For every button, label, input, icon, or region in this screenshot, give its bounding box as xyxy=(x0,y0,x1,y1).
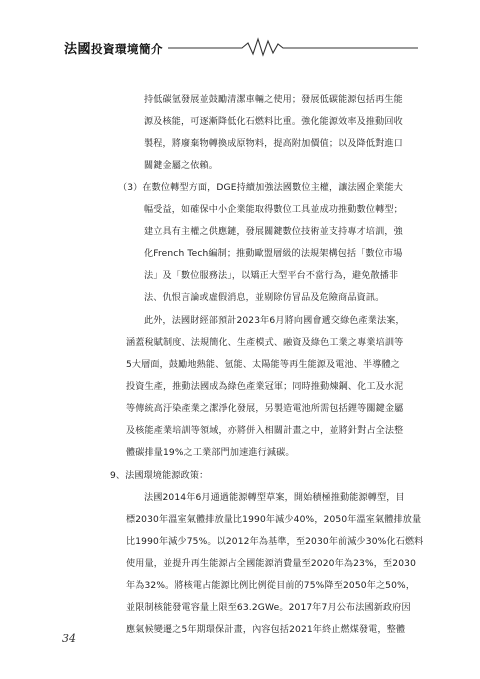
text-line: 使用量，並提升再生能源占全國能源消費量至2020年為23%，至2030 xyxy=(126,559,416,569)
text-line: 法、仇恨言論或虛假消息，並剔除仿冒品及危險商品資訊。 xyxy=(144,293,385,303)
text-line: 關鍵金屬之依賴。 xyxy=(144,161,218,171)
text-line: 持低碳氫發展並鼓勵清潔車輛之使用；發展低碳能源包括再生能 xyxy=(144,95,403,105)
header-pulse-line-icon xyxy=(64,34,418,60)
text-line: 應氣候變遷之5年期環保計畫，內容包括2021年終止燃煤發電，整體 xyxy=(126,625,406,635)
text-line: 5大層面，鼓勵地熱能、氫能、太陽能等再生能源及電池、半導體之 xyxy=(126,360,401,370)
text-line: 標2030年溫室氣體排放量比1990年減少40%，2050年溫室氣體排放量 xyxy=(126,515,422,525)
text-line: 法國2014年6月通過能源轉型草案，開始積極推動能源轉型，目 xyxy=(144,493,405,503)
text-line: （3）在數位轉型方面，DGE持續加強法國數位主權，讓法國企業能大 xyxy=(118,183,404,193)
text-line: 此外，法國財經部預計2023年6月將向國會遞交綠色產業法案， xyxy=(144,316,405,326)
header-title-main: 法國 xyxy=(64,42,92,57)
text-line: 年為32%。將核電占能源比例比例從目前的75%降至2050年之50%， xyxy=(126,581,416,591)
text-line: 化French Tech編制；推動歐盟層級的法規架構包括「數位市場 xyxy=(144,249,403,259)
text-line: 建立具有主權之供應鏈，發展關鍵數位技術並支持專才培訓，強 xyxy=(144,227,403,237)
text-line: 幅受益，如確保中小企業能取得數位工具並成功推動數位轉型； xyxy=(144,205,403,215)
text-line: 製程，將廢棄物轉換成原物料，提高附加價值；以及降低對進口 xyxy=(144,139,403,149)
text-line: 體碳排量19%之工業部門加速進行減碳。 xyxy=(126,448,295,458)
running-header xyxy=(64,34,418,60)
page-number: 34 xyxy=(62,632,76,645)
text-line: 法」及「數位服務法」，以矯正大型平台不當行為，避免散播非 xyxy=(144,271,399,281)
text-line: 並限制核能發電容量上限至63.2GWe。2017年7月公布法國新政府因 xyxy=(126,603,411,613)
text-line: 涵蓋稅賦制度、法規簡化、生產模式、融資及綠色工業之專業培訓等 xyxy=(126,338,404,348)
section-heading: 9、法國環境能源政策： xyxy=(110,471,209,481)
text-line: 及核能產業培訓等領域，亦將併入相關計畫之中，並將針對占全法整 xyxy=(126,426,404,436)
header-title-sub: 投資環境簡介 xyxy=(91,42,164,56)
text-line: 投資生產，推動法國成為綠色產業冠軍；同時推動煉鋼、化工及水泥 xyxy=(126,382,404,392)
text-line: 源及核能，可逐漸降低化石燃料比重。強化能源效率及推動回收 xyxy=(144,117,403,127)
text-line: 等傳統高汙染產業之潔淨化發展，另製造電池所需包括鋰等關鍵金屬 xyxy=(126,404,404,414)
text-line: 比1990年減少75%。以2012年為基準，至2030年前減少30%化石燃料 xyxy=(126,537,424,547)
